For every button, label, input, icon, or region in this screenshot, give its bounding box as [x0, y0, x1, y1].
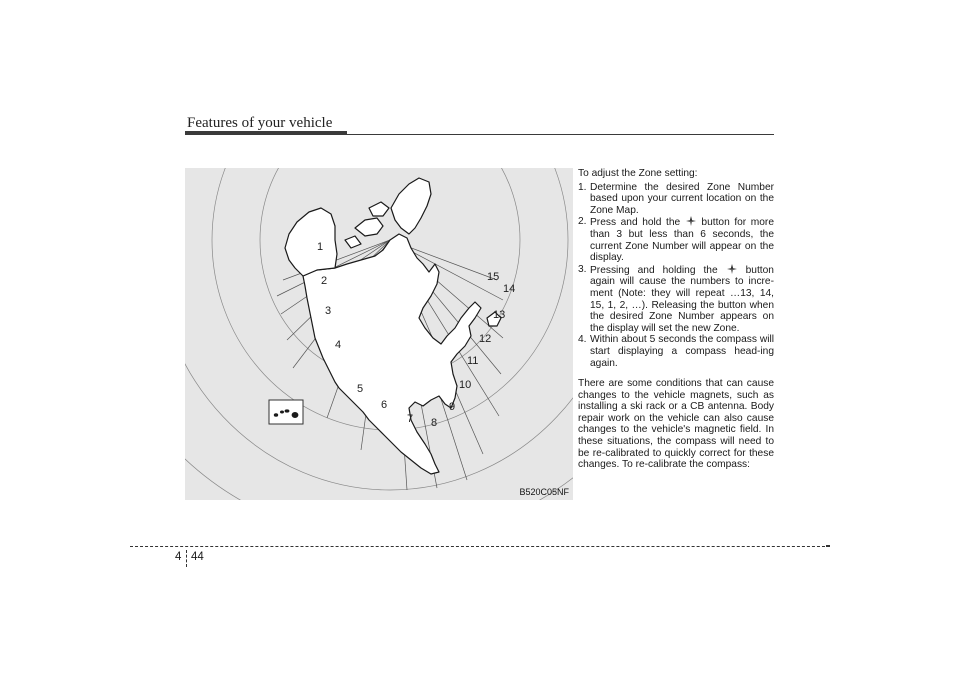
step-number: 2.	[578, 216, 587, 228]
list-item	[578, 216, 774, 263]
zone-number-label: 7	[407, 413, 414, 425]
step-number: 3.	[578, 263, 587, 275]
step-text: button for more than 3 but less than 6 seconds, the current Zone Number will appear on the display.	[590, 217, 774, 264]
zone-number-label: 9	[449, 401, 456, 413]
zone-number-label: 4	[335, 339, 342, 351]
step-text: button again will cause the numbers to incre-ment (Note: they will repeat …13, 14, 15, 1, 2, …). Releasing the button when the desired Zone Number appears on the display will set the new Zone.	[590, 264, 774, 334]
greenland-outline	[391, 178, 431, 234]
step-text: Press and hold the	[590, 217, 681, 229]
zone-number-label: 1	[317, 241, 324, 253]
zone-map-figure	[185, 168, 573, 500]
zone-number-label: 3	[325, 305, 332, 317]
step-text: Pressing and holding the	[590, 264, 718, 276]
zone-number-label: 12	[479, 333, 492, 345]
page-number: 44	[191, 551, 204, 563]
intro-text: To adjust the Zone setting:	[578, 168, 698, 179]
list-item	[578, 334, 774, 369]
zone-number-label: 15	[487, 271, 500, 283]
instructions-column	[578, 168, 774, 471]
alaska-outline	[285, 208, 337, 276]
header-rule	[185, 134, 774, 135]
footer-rule-end	[826, 545, 830, 547]
list-item	[578, 182, 774, 217]
step-number: 4.	[578, 334, 587, 346]
calibration-paragraph: There are some conditions that can cause changes to the vehicle magnets, such as installing a ski rack or a CB antenna. Body repair work on the vehicle can also cause changes to the vehicle's magnetic field. In these situations, the compass will need to be re-calibrated to quickly correct for these changes. To re-calibrate the compass:	[578, 378, 774, 471]
zone-number-label: 13	[493, 309, 506, 321]
zone-number-label: 8	[431, 417, 438, 429]
zone-number-label: 14	[503, 283, 516, 295]
zone-number-label: 6	[381, 399, 388, 411]
list-item	[578, 264, 774, 335]
step-number: 1.	[578, 181, 587, 193]
continent-outline	[303, 234, 481, 474]
steps-list	[578, 182, 774, 370]
step-text: Within about 5 seconds the compass will start displaying a compass head-ing again.	[590, 334, 774, 369]
compass-button-icon	[726, 264, 738, 274]
header-title: Features of your vehicle	[187, 115, 333, 131]
footer-rule	[130, 546, 830, 547]
compass-button-icon	[685, 216, 697, 226]
figure-code: B520C05NF	[519, 487, 569, 497]
zone-number-label: 5	[357, 383, 364, 395]
zone-number-label: 10	[459, 379, 472, 391]
zone-number-label: 2	[321, 275, 328, 287]
step-text: Determine the desired Zone Number based upon your current location on the Zone Map.	[590, 181, 774, 216]
footer-separator	[186, 550, 187, 567]
zone-number-label: 11	[467, 355, 479, 367]
chapter-number: 4	[175, 551, 182, 563]
arctic-islands	[345, 202, 389, 248]
zone-map	[185, 168, 573, 500]
